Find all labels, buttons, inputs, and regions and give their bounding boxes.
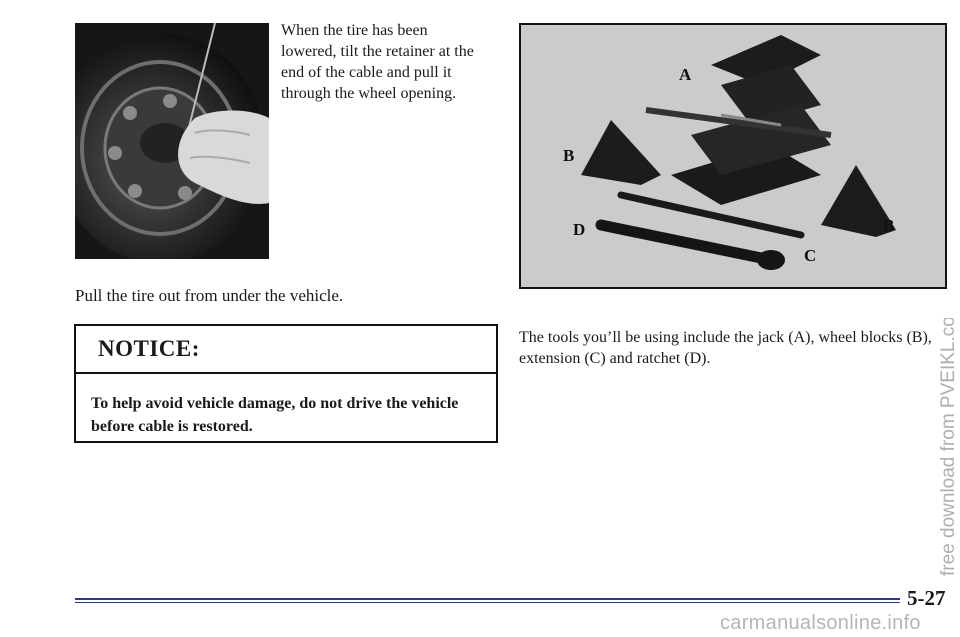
- callout-b-left-label: B: [563, 146, 575, 165]
- footer-rule-thin: [75, 602, 900, 603]
- callout-d-label: D: [573, 220, 586, 239]
- callout-a-label: A: [679, 65, 692, 84]
- vertical-watermark-text: free download from PVEIKL.com: [938, 318, 959, 576]
- notice-box: [74, 324, 498, 443]
- notice-body: To help avoid vehicle damage, do not drive the vehicle before cable is restored.: [91, 395, 459, 435]
- callout-c-label: C: [804, 246, 817, 265]
- bottom-watermark: carmanualsonline.info: [720, 612, 921, 634]
- tire-retainer-photo: [75, 23, 269, 259]
- callout-b-right-label: B: [883, 216, 895, 235]
- jack-tools-photo: [519, 23, 947, 289]
- tire-caption: When the tire has been lowered, tilt the retainer at the end of the cable and pull it through the wheel opening.: [281, 22, 474, 102]
- vertical-watermark: [924, 318, 960, 578]
- page-number: 5-27: [907, 586, 946, 610]
- notice-heading: NOTICE:: [76, 326, 496, 374]
- tools-description: The tools you’ll be using include the jack (A), wheel blocks (B), extension (C) and ratchet (D).: [519, 329, 932, 367]
- footer-rule: [75, 598, 900, 600]
- pull-tire-instruction: Pull the tire out from under the vehicle.: [75, 286, 344, 305]
